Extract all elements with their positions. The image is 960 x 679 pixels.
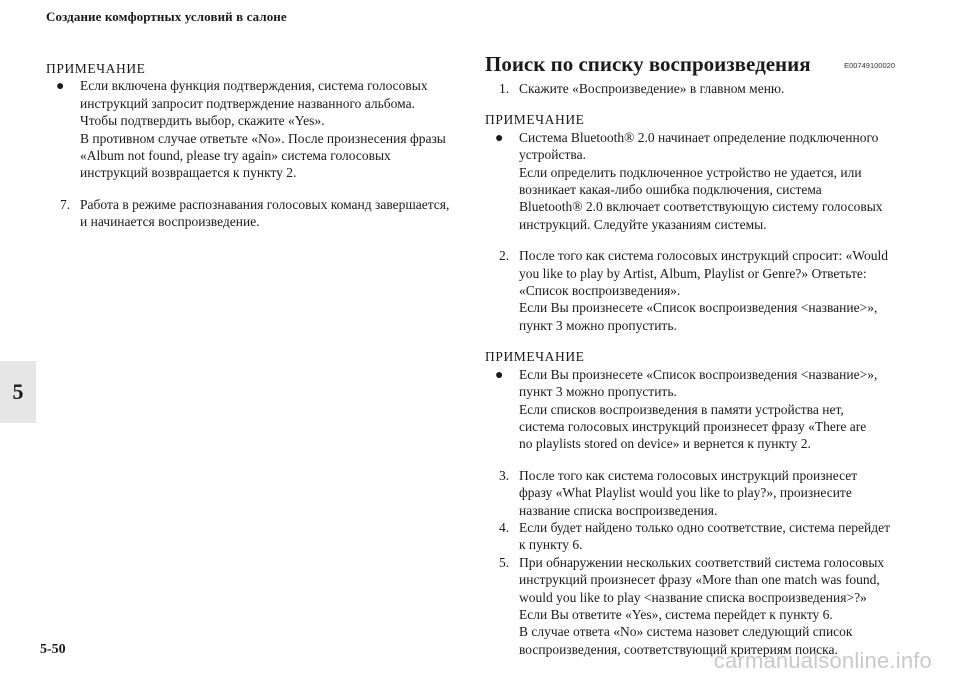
note-line: Чтобы подтвердить выбор, скажите «Yes». bbox=[80, 113, 325, 129]
right-column bbox=[485, 52, 895, 658]
step-line: фразу «What Playlist would you like to play?», произнесите bbox=[519, 485, 852, 501]
step-line: Если будет найдено только одно соответствие, система перейдет bbox=[519, 519, 891, 535]
step-number: 2. bbox=[499, 248, 510, 264]
note-line: инструкций возвращается к пункту 2. bbox=[80, 165, 297, 181]
step-line: название списка воспроизведения. bbox=[519, 502, 718, 518]
watermark: carmanualsonline.info bbox=[713, 648, 932, 673]
bullet-icon: ● bbox=[495, 367, 504, 383]
step-line: и начинается воспроизведение. bbox=[80, 214, 260, 230]
section-code: E00749100020 bbox=[844, 60, 895, 70]
note-line: возникает какая-либо ошибка подключения, система bbox=[519, 182, 822, 198]
note-bullet bbox=[46, 77, 464, 181]
step-line: После того как система голосовых инструкций спросит: «Would bbox=[519, 248, 888, 264]
step-line: Если Вы произнесете «Список воспроизведения <название>», bbox=[519, 300, 878, 316]
note-line: «Album not found, please try again» система голосовых bbox=[80, 148, 391, 164]
bullet-icon: ● bbox=[495, 130, 504, 146]
chapter-tab bbox=[0, 361, 36, 423]
step-line: После того как система голосовых инструкций произнесет bbox=[519, 467, 858, 483]
note-line: инструкций запросит подтверждение названного альбома. bbox=[80, 95, 415, 111]
step-number: 4. bbox=[499, 519, 510, 535]
step-line: к пункту 6. bbox=[519, 537, 583, 553]
note-bullet bbox=[485, 129, 895, 233]
step-line: Если Вы ответите «Yes», система перейдет к пункту 6. bbox=[519, 606, 833, 622]
step-3 bbox=[485, 467, 895, 519]
step-line: Скажите «Воспроизведение» в главном меню. bbox=[519, 81, 785, 96]
step-line: В случае ответа «No» система назовет следующий список bbox=[519, 624, 853, 640]
step-1 bbox=[485, 80, 895, 97]
bullet-icon: ● bbox=[56, 79, 65, 95]
note-line: no playlists stored on device» и вернется к пункту 2. bbox=[519, 436, 811, 452]
note-label: ПРИМЕЧАНИЕ bbox=[46, 61, 146, 76]
left-column bbox=[46, 60, 464, 231]
step-line: пункт 3 можно пропустить. bbox=[519, 317, 677, 333]
page-number: 5-50 bbox=[40, 642, 66, 657]
section-heading bbox=[485, 52, 895, 76]
step-number: 1. bbox=[499, 81, 510, 96]
step-line: воспроизведения, соответствующий критериям поиска. bbox=[519, 641, 838, 657]
step-4 bbox=[485, 519, 895, 554]
chapter-number: 5 bbox=[12, 379, 24, 404]
step-line: would you like to play <название списка воспроизведения>?» bbox=[519, 589, 867, 605]
note-line: Bluetooth® 2.0 включает соответствующую систему голосовых bbox=[519, 199, 883, 215]
step-line: Работа в режиме распознавания голосовых команд завершается, bbox=[80, 196, 450, 212]
note-line: устройства. bbox=[519, 147, 586, 163]
note-line: пункт 3 можно пропустить. bbox=[519, 384, 677, 400]
note-line: Если включена функция подтверждения, система голосовых bbox=[80, 78, 428, 94]
note-line: инструкций. Следуйте указаниям системы. bbox=[519, 216, 767, 232]
note-line: Если Вы произнесете «Список воспроизведения <название>», bbox=[519, 366, 878, 382]
note-line: Система Bluetooth® 2.0 начинает определение подключенного bbox=[519, 129, 879, 145]
step-line: you like to play by Artist, Album, Playlist or Genre?» Ответьте: bbox=[519, 265, 867, 281]
section-title: Поиск по списку воспроизведения bbox=[485, 52, 811, 76]
step-line: инструкций произнесет фразу «More than one match was found, bbox=[519, 572, 880, 588]
step-line: При обнаружении нескольких соответствий система голосовых bbox=[519, 554, 885, 570]
note-line: Если списков воспроизведения в памяти устройства нет, bbox=[519, 401, 844, 417]
note-label: ПРИМЕЧАНИЕ bbox=[485, 349, 585, 365]
step-number: 7. bbox=[60, 196, 71, 212]
note-line: Если определить подключенное устройство не удается, или bbox=[519, 164, 862, 180]
note-line: система голосовых инструкций произнесет фразу «There are bbox=[519, 418, 867, 434]
note-bullet bbox=[485, 366, 895, 453]
page-header: Создание комфортных условий в салоне bbox=[46, 9, 287, 24]
step-number: 5. bbox=[499, 554, 510, 570]
step-2 bbox=[485, 247, 895, 334]
note-label: ПРИМЕЧАНИЕ bbox=[485, 112, 585, 128]
step-7 bbox=[46, 196, 464, 231]
step-5 bbox=[485, 554, 895, 658]
note-line: В противном случае ответьте «No». После произнесения фразы bbox=[80, 130, 446, 146]
step-line: «Список воспроизведения». bbox=[519, 283, 681, 299]
step-number: 3. bbox=[499, 467, 510, 483]
